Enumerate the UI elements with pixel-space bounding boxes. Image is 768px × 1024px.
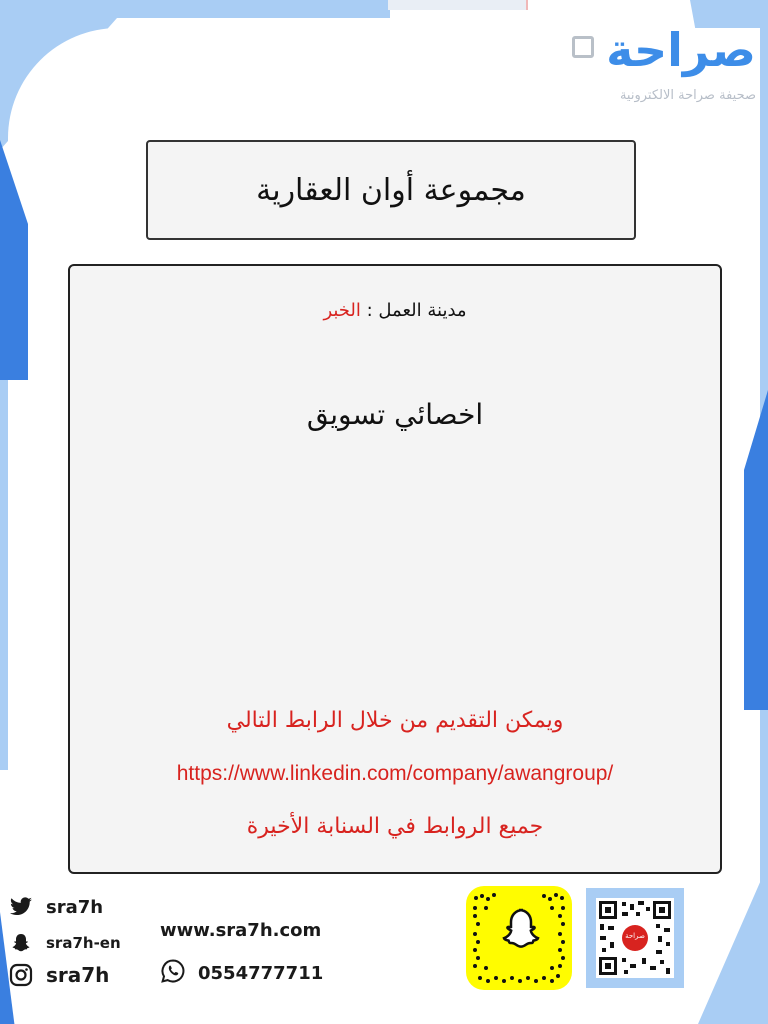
- logo-mark-icon: [572, 36, 594, 58]
- twitter-icon: [8, 894, 34, 920]
- apply-text: ويمكن التقديم من خلال الرابط التالي: [226, 708, 564, 733]
- city-value: الخبر: [323, 300, 361, 321]
- job-details-box: [68, 264, 722, 874]
- snapchat-text: sra7h-en: [46, 934, 121, 952]
- logo-tagline: صحيفة صراحة الالكترونية: [619, 88, 756, 103]
- city-label: مدينة العمل :: [366, 300, 467, 321]
- apply-link[interactable]: https://www.linkedin.com/company/awangroup/: [176, 762, 614, 785]
- instagram-text: sra7h: [46, 963, 110, 987]
- brand-logo: [566, 22, 756, 122]
- job-city: [70, 300, 720, 321]
- instagram-icon: [8, 962, 34, 988]
- twitter-handle[interactable]: [8, 894, 103, 920]
- decor-top-strip: [388, 0, 528, 10]
- whatsapp-contact[interactable]: [160, 958, 323, 989]
- whatsapp-number: 0554777711: [198, 963, 324, 984]
- qr-code: [596, 898, 674, 978]
- company-title-box: [146, 140, 636, 240]
- instagram-handle[interactable]: [8, 962, 109, 988]
- snapchat-icon: [8, 930, 34, 956]
- logo-text: صراحة: [606, 23, 756, 77]
- whatsapp-icon: [160, 958, 186, 989]
- job-title: اخصائي تسويق: [306, 398, 484, 431]
- website-link[interactable]: www.sra7h.com: [160, 920, 322, 941]
- twitter-text: sra7h: [46, 896, 104, 918]
- company-name: مجموعة أوان العقارية: [256, 172, 526, 208]
- footer: [0, 884, 768, 1024]
- qr-badge-text: صراحة: [625, 932, 645, 940]
- snapcode-image[interactable]: [466, 886, 572, 990]
- qr-code-card[interactable]: [586, 888, 684, 988]
- links-note: جميع الروابط في السنابة الأخيرة: [246, 814, 544, 839]
- snapchat-handle[interactable]: [8, 930, 121, 956]
